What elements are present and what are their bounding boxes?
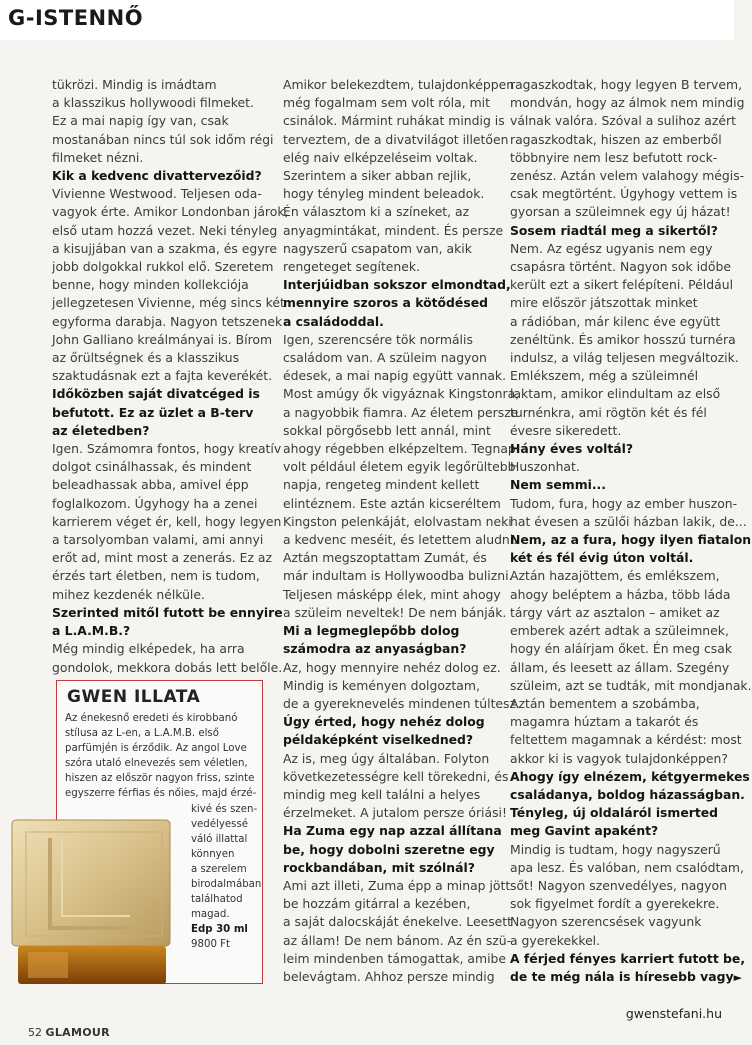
text-line: zenész. Aztán velem valahogy mégis- [510,168,745,184]
text-line: John Galliano kreálmányai is. Bírom [52,331,273,347]
text-line: tárgy várt az asztalon – amiket az [510,604,720,620]
text-line: belevágtam. Ahhoz persze mindig [283,968,495,984]
text-line: nagyszerű csapatom van, akik [283,240,472,256]
text-line: be hozzám gitárral a kezében, [283,896,471,912]
text-line: sok figyelmet fordít a gyerekekre. [510,896,720,912]
box-text-line: magad. [191,909,230,921]
text-line: csak megtörtént. Úgyhogy vettem is [510,186,738,202]
box-text-line: szóra utaló elnevezés sem véletlen, [65,758,248,770]
text-line: Aztán bementem a szobámba, [510,695,700,711]
text-line: Az, hogy mennyire nehéz dolog ez. [283,659,501,675]
interview-answer [52,185,289,385]
perfume-price: 9800 Ft [191,939,231,951]
text-line: Igen. Számomra fontos, hogy kreatív [52,441,282,457]
text-line: turnénkra, ami rögtön két és fél [510,404,707,420]
text-line: érzés tart életben, nem is tudom, [52,568,260,584]
text-line: Aztán megszoptattam Zumát, és [283,550,487,566]
box-text-line: vedélyessé [191,818,249,830]
text-line: benne, hogy minden kollekciója [52,277,249,293]
text-line: Aztán hazajöttem, és emlékszem, [510,568,720,584]
interview-question [283,622,493,658]
text-line: csinálok. Mármint ruhákat mindig is [283,113,505,129]
text-line: a L.A.M.B.? [52,623,131,639]
text-line: egyforma darabja. Nagyon tetszenek [52,313,283,329]
text-line: hogy tényleg mindent beleadok. [283,186,485,202]
text-line: az őrültségnek és a klasszikus [52,350,240,366]
text-line: érzelmeket. A jutalom persze óriási! [283,805,507,821]
text-line: de a gyereknevelés mindenen túltesz. [283,695,520,711]
interview-answer [510,240,739,440]
text-line: a tarsolyomban valami, ami annyi [52,532,264,548]
text-line: laktam, amikor elindultam az első [510,386,721,402]
text-line: Az is, meg úgy általában. Folyton [283,750,490,766]
text-line: Amikor belekezdtem, tulajdonképpen [283,77,515,92]
text-line: mihez kezdenék nélküle. [52,586,205,602]
column-3 [510,76,752,987]
text-line: sokkal pörgősebb lett annál, mint [283,422,491,438]
text-line: volt például életem egyik legőrültebb [283,459,516,475]
text-line: Ha Zuma egy nap azzal állítana [283,823,502,839]
text-line: a szüleim neveltek! De nem bánják. [283,604,507,620]
text-line: rengeteget segítenek. [283,259,421,275]
interview-question [510,440,730,458]
text-line: Úgy érted, hogy nehéz dolog [283,714,485,730]
text-line: feltettem magamnak a kérdést: most [510,732,742,748]
text-line: ahogy beléptem a házba, több láda [510,586,731,602]
page-footer [28,1026,110,1039]
text-line: vagyok érte. Amikor Londonban járok, [52,204,289,220]
box-text-line: könnyen [191,848,235,860]
text-line: Időközben saját divatcéged is [52,386,260,402]
text-line: került ezt a sikert felépíteni. Például [510,277,734,293]
box-text-line: kivé és szen- [191,803,258,815]
text-line: elég naiv elképzeléseim voltak. [283,149,478,165]
interview-question [52,604,283,640]
text-line: filmeket nézni. [52,149,144,165]
text-line: Ami azt illeti, Zuma épp a minap jött [283,877,511,893]
box-text-line: egyszerre férfias és nőies, majd érzé- [65,788,257,800]
box-text-line: stílusa az L-en, a L.A.M.B. első [65,728,219,740]
text-line: a saját dalocskáját énekelve. Leesett [283,914,513,930]
text-line: Még mindig elképedek, ha arra [52,641,245,657]
text-line: Mindig is keményen dolgoztam, [283,677,480,693]
text-line: napja, rengeteg mindent kellett [283,477,480,493]
text-line: a klasszikus hollywoodi filmeket. [52,95,254,111]
text-line: első utam hozzá vezet. Neki tényleg [52,222,278,238]
text-line: az állam! De nem bánom. Az én szü- [283,932,512,948]
box-text-line: hiszen az először nagyon friss, szinte [65,773,255,785]
text-line: erőt ad, mint most a zenerás. Ez az [52,550,273,566]
continue-arrow-icon: ► [733,970,743,984]
interview-question [52,167,274,185]
text-line: hogy én aláírjam őket. Én meg csak [510,641,733,657]
text-line: beleadhassak abba, amivel épp [52,477,249,493]
text-line: terveztem, de a divatvilágot illetően [283,131,509,147]
perfume-size: Edp 30 ml [191,924,248,936]
interview-answer [510,76,745,222]
text-line: Szerintem a siker abban rejlik, [283,168,472,184]
text-line: Ez a mai napig így van, csak [52,113,229,129]
text-line: sőt! Nagyon szenvedélyes, nagyon [510,877,727,893]
text-line: apa lesz. És valóban, nem csalódtam, [510,859,744,875]
interview-answer [52,440,282,604]
page-number: 52 [28,1026,42,1039]
text-line: tükrözi. Mindig is imádtam [52,77,217,92]
text-line: indulsz, a világ teljesen megváltozik. [510,350,739,366]
interview-question [510,950,746,987]
column-2 [283,76,520,986]
text-line: Mi a legmeglepőbb dolog [283,623,460,639]
text-line: ahogy régebben elképzeltem. Tegnap [283,441,516,457]
interview-question [510,222,730,240]
text-line: a rádióban, már kilenc éve együtt [510,313,721,329]
interview-answer [52,640,283,676]
text-line: rockbandában, mit szólnál? [283,859,475,875]
text-line: szaktudásnak ezt a fajta keverékét. [52,368,273,384]
text-line: be, hogy dobolni szeretne egy [283,841,495,857]
text-line: évesre sikeredett. [510,422,622,438]
text-line: Igen, szerencsére tök normális [283,331,473,347]
text-line: dolgot csinálhassak, és mindent [52,459,252,475]
box-text-line: Az énekesnő eredeti és kirobbanó [65,713,238,724]
text-line: mostanában nincs túl sok időm régi [52,131,274,147]
interview-answer [283,331,520,622]
text-line: jellegzetesen Vivienne, még sincs két [52,295,285,311]
text-line: csapásra történt. Nagyon sok időbe [510,259,731,275]
text-line: már indultam is Hollywoodba bulizni. [283,568,513,584]
text-line: az életedben? [52,422,150,438]
text-line: Nem, az a fura, hogy ilyen fiatalon [510,532,752,548]
text-line: a kisujjában van a szakma, és egyre [52,240,277,256]
text-line: állam, és leesett az állam. Szegény [510,659,730,675]
text-line: magamra húztam a takarót és [510,714,699,730]
text-line: befutott. Ez az üzlet a B-terv [52,404,254,420]
section-title: G-ISTENNŐ [8,6,144,30]
text-line: Tudom, fura, hogy az ember huszon- [510,495,738,511]
text-line: ragaszkodtak, hiszen az emberből [510,131,722,147]
interview-answer [283,76,515,276]
interview-question [52,385,274,440]
text-line: válnak valóra. Szóval a sulihoz azért [510,113,736,129]
perfume-bottle-image [10,818,175,986]
text-line: zenéltünk. És amikor hosszú turnéra [510,331,736,347]
text-line: Most amúgy ők vigyáznak Kingstonra, [283,386,520,402]
box-text-line: birodalmában [191,879,262,891]
text-line: anyagmintákat, mindent. És persze [283,222,504,238]
text-line: elintéznem. Este aztán kicseréltem [283,495,501,511]
magazine-name: GLAMOUR [45,1026,110,1039]
text-line: Sosem riadtál meg a sikertől? [510,222,718,238]
text-line: Nem. Az egész ugyanis nem egy [510,240,713,256]
text-line: számodra az anyaságban? [283,641,467,657]
text-line: gondolok, mekkora dobás lett belőle. [52,659,283,675]
text-line: leim mindenben támogattak, amibe [283,950,507,966]
text-line: emberek azért adtak a szüleimnek, [510,623,729,639]
text-line: a kedvenc meséit, és letettem aludni. [283,532,518,548]
text-line: családanya, boldog házasságban. [510,786,745,802]
text-line: mindig meg kell találni a helyes [283,786,481,802]
interview-answer [283,877,513,986]
text-line: Hány éves voltál? [510,441,634,457]
box-text-line: váló illattal [191,833,248,845]
interview-answer [510,458,730,476]
text-line: jobb dolgokkal rukkol elő. Szeretem [52,259,274,275]
interview-answer [283,750,509,823]
interview-question [510,768,750,841]
perfume-box-title: GWEN ILLATA [67,687,201,707]
page-header [0,0,734,40]
text-line: Huszonhat. [510,459,580,475]
text-line: Teljesen másképp élek, mint ahogy [283,586,501,602]
website-link: gwenstefani.hu [625,1006,722,1021]
interview-question [510,531,752,567]
text-line: Kingston pelenkáját, elolvastam neki [283,513,512,529]
text-line: hat évesen a szülői házban lakik, de... [510,513,747,529]
text-line: Én választom ki a színeket, az [283,204,470,220]
text-line: A férjed fényes karriert futott be, [510,950,746,966]
text-line: akkor ki is vagyok tulajdonképpen? [510,750,728,766]
text-line: Ahogy így elnézem, kétgyermekes [510,768,750,784]
text-line: Interjúidban sokszor elmondtad, [283,277,511,293]
text-line: foglalkozom. Úgyhogy ha a zenei [52,495,258,511]
text-line: többnyire nem lesz befutott rock- [510,149,718,165]
interview-question [283,822,502,877]
text-line: de te még nála is híresebb vagy► [510,968,743,984]
text-line: Kik a kedvenc divattervezőid? [52,168,262,184]
text-line: mondván, hogy az álmok nem mindig [510,95,745,111]
column-1 [52,76,289,677]
interview-answer [510,495,747,531]
text-line: gyorsan a szüleimnek egy új házat! [510,204,731,220]
text-line: szüleim, azt se tudták, mit mondjanak. [510,677,752,693]
box-text-line: találhatod [191,894,243,906]
text-line: édesek, a mai napig együtt vannak. [283,368,507,384]
text-line: két és fél évig úton voltál. [510,550,694,566]
text-line: Nem semmi... [510,477,606,493]
interview-answer [52,76,274,167]
box-text-line: parfümjén is érződik. Az angol Love [65,743,247,755]
text-line: mennyire szoros a kötődésed [283,295,488,311]
text-line: Emlékszem, még a szüleimnél [510,368,699,384]
text-line: a nagyobbik fiamra. Az életem persze [283,404,519,420]
text-line: Vivienne Westwood. Teljesen oda- [52,186,262,202]
interview-question [510,476,730,494]
text-line: a családoddal. [283,313,384,329]
text-line: mire először játszottak minket [510,295,698,311]
text-line: Szerinted mitől futott be ennyire [52,604,283,620]
text-line: karrierem véget ér, kell, hogy legyen [52,513,282,529]
interview-answer [510,841,744,950]
text-line: példaképként viselkedned? [283,732,474,748]
interview-question [283,276,511,331]
text-line: következetességre kell törekedni, és [283,768,509,784]
box-text-line: a szerelem [191,863,247,875]
text-line: Nagyon szerencsések vagyunk [510,914,702,930]
text-line: Mindig is tudtam, hogy nagyszerű [510,841,721,857]
interview-question [283,713,493,749]
interview-answer [283,659,520,714]
text-line: családom van. A szüleim nagyon [283,350,487,366]
text-line: ragaszkodtak, hogy legyen B tervem, [510,77,743,92]
text-line: Tényleg, új oldaláról ismerted [510,805,719,821]
text-line: még fogalmam sem volt róla, mit [283,95,490,111]
interview-answer [510,567,752,767]
text-line: meg Gavint apaként? [510,823,659,839]
text-line: a gyerekekkel. [510,932,601,948]
